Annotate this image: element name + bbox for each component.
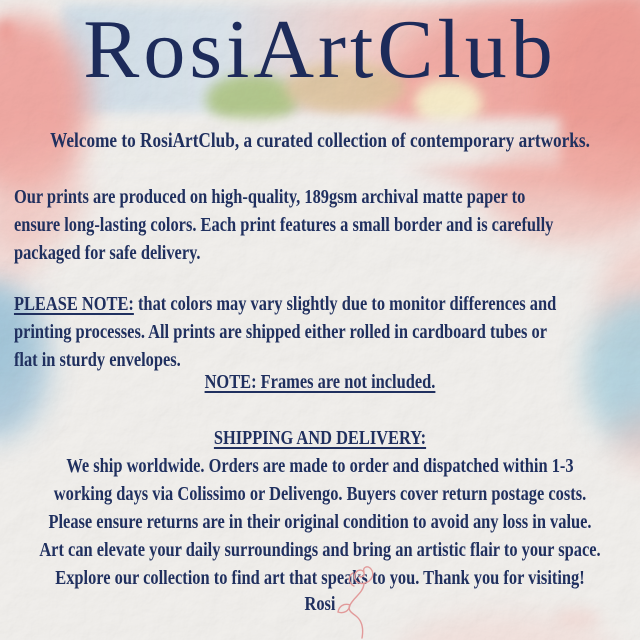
shipping-line-1: We ship worldwide. Orders are made to order and dispatched within 1-3 xyxy=(66,455,574,477)
shipping-paragraph xyxy=(0,452,640,536)
shipping-heading-text: SHIPPING AND DELIVERY: xyxy=(213,427,427,449)
closing-line-2: Explore our collection to find art that speaks to you. Thank you for visiting! xyxy=(55,567,585,589)
prints-line-2: ensure long-lasting colors. Each print features a small border and is carefully xyxy=(13,214,554,236)
welcome-line: Welcome to RosiArtClub, a curated collection of contemporary artworks. xyxy=(50,128,590,152)
please-note-line-2: printing processes. All prints are shipped either rolled in cardboard tubes or xyxy=(13,321,548,343)
signature: Rosi xyxy=(304,593,336,615)
shipping-line-3: Please ensure returns are in their original condition to avoid any loss in value. xyxy=(48,511,592,533)
shipping-heading xyxy=(0,424,640,452)
closing-line-1: Art can elevate your daily surroundings and bring an artistic flair to your space. xyxy=(39,539,601,561)
prints-line-3: packaged for safe delivery. xyxy=(13,242,201,264)
please-note-line-1 xyxy=(14,290,622,318)
please-note-label: PLEASE NOTE: xyxy=(13,293,134,315)
prints-line-1: Our prints are produced on high-quality, 189gsm archival matte paper to xyxy=(13,186,526,208)
frames-note-text: NOTE: Frames are not included. xyxy=(204,371,436,393)
closing-paragraph xyxy=(0,536,640,592)
prints-paragraph xyxy=(0,183,640,267)
please-note-paragraph xyxy=(0,290,640,374)
please-note-line-3: flat in sturdy envelopes. xyxy=(13,349,181,371)
rose-icon xyxy=(336,560,384,640)
please-note-rest: that colors may vary slightly due to monitor differences and xyxy=(133,293,557,315)
frames-note xyxy=(0,368,640,396)
shipping-line-2: working days via Colissimo or Delivengo. Buyers cover return postage costs. xyxy=(53,483,587,505)
page-title: RosiArtClub xyxy=(83,3,557,96)
